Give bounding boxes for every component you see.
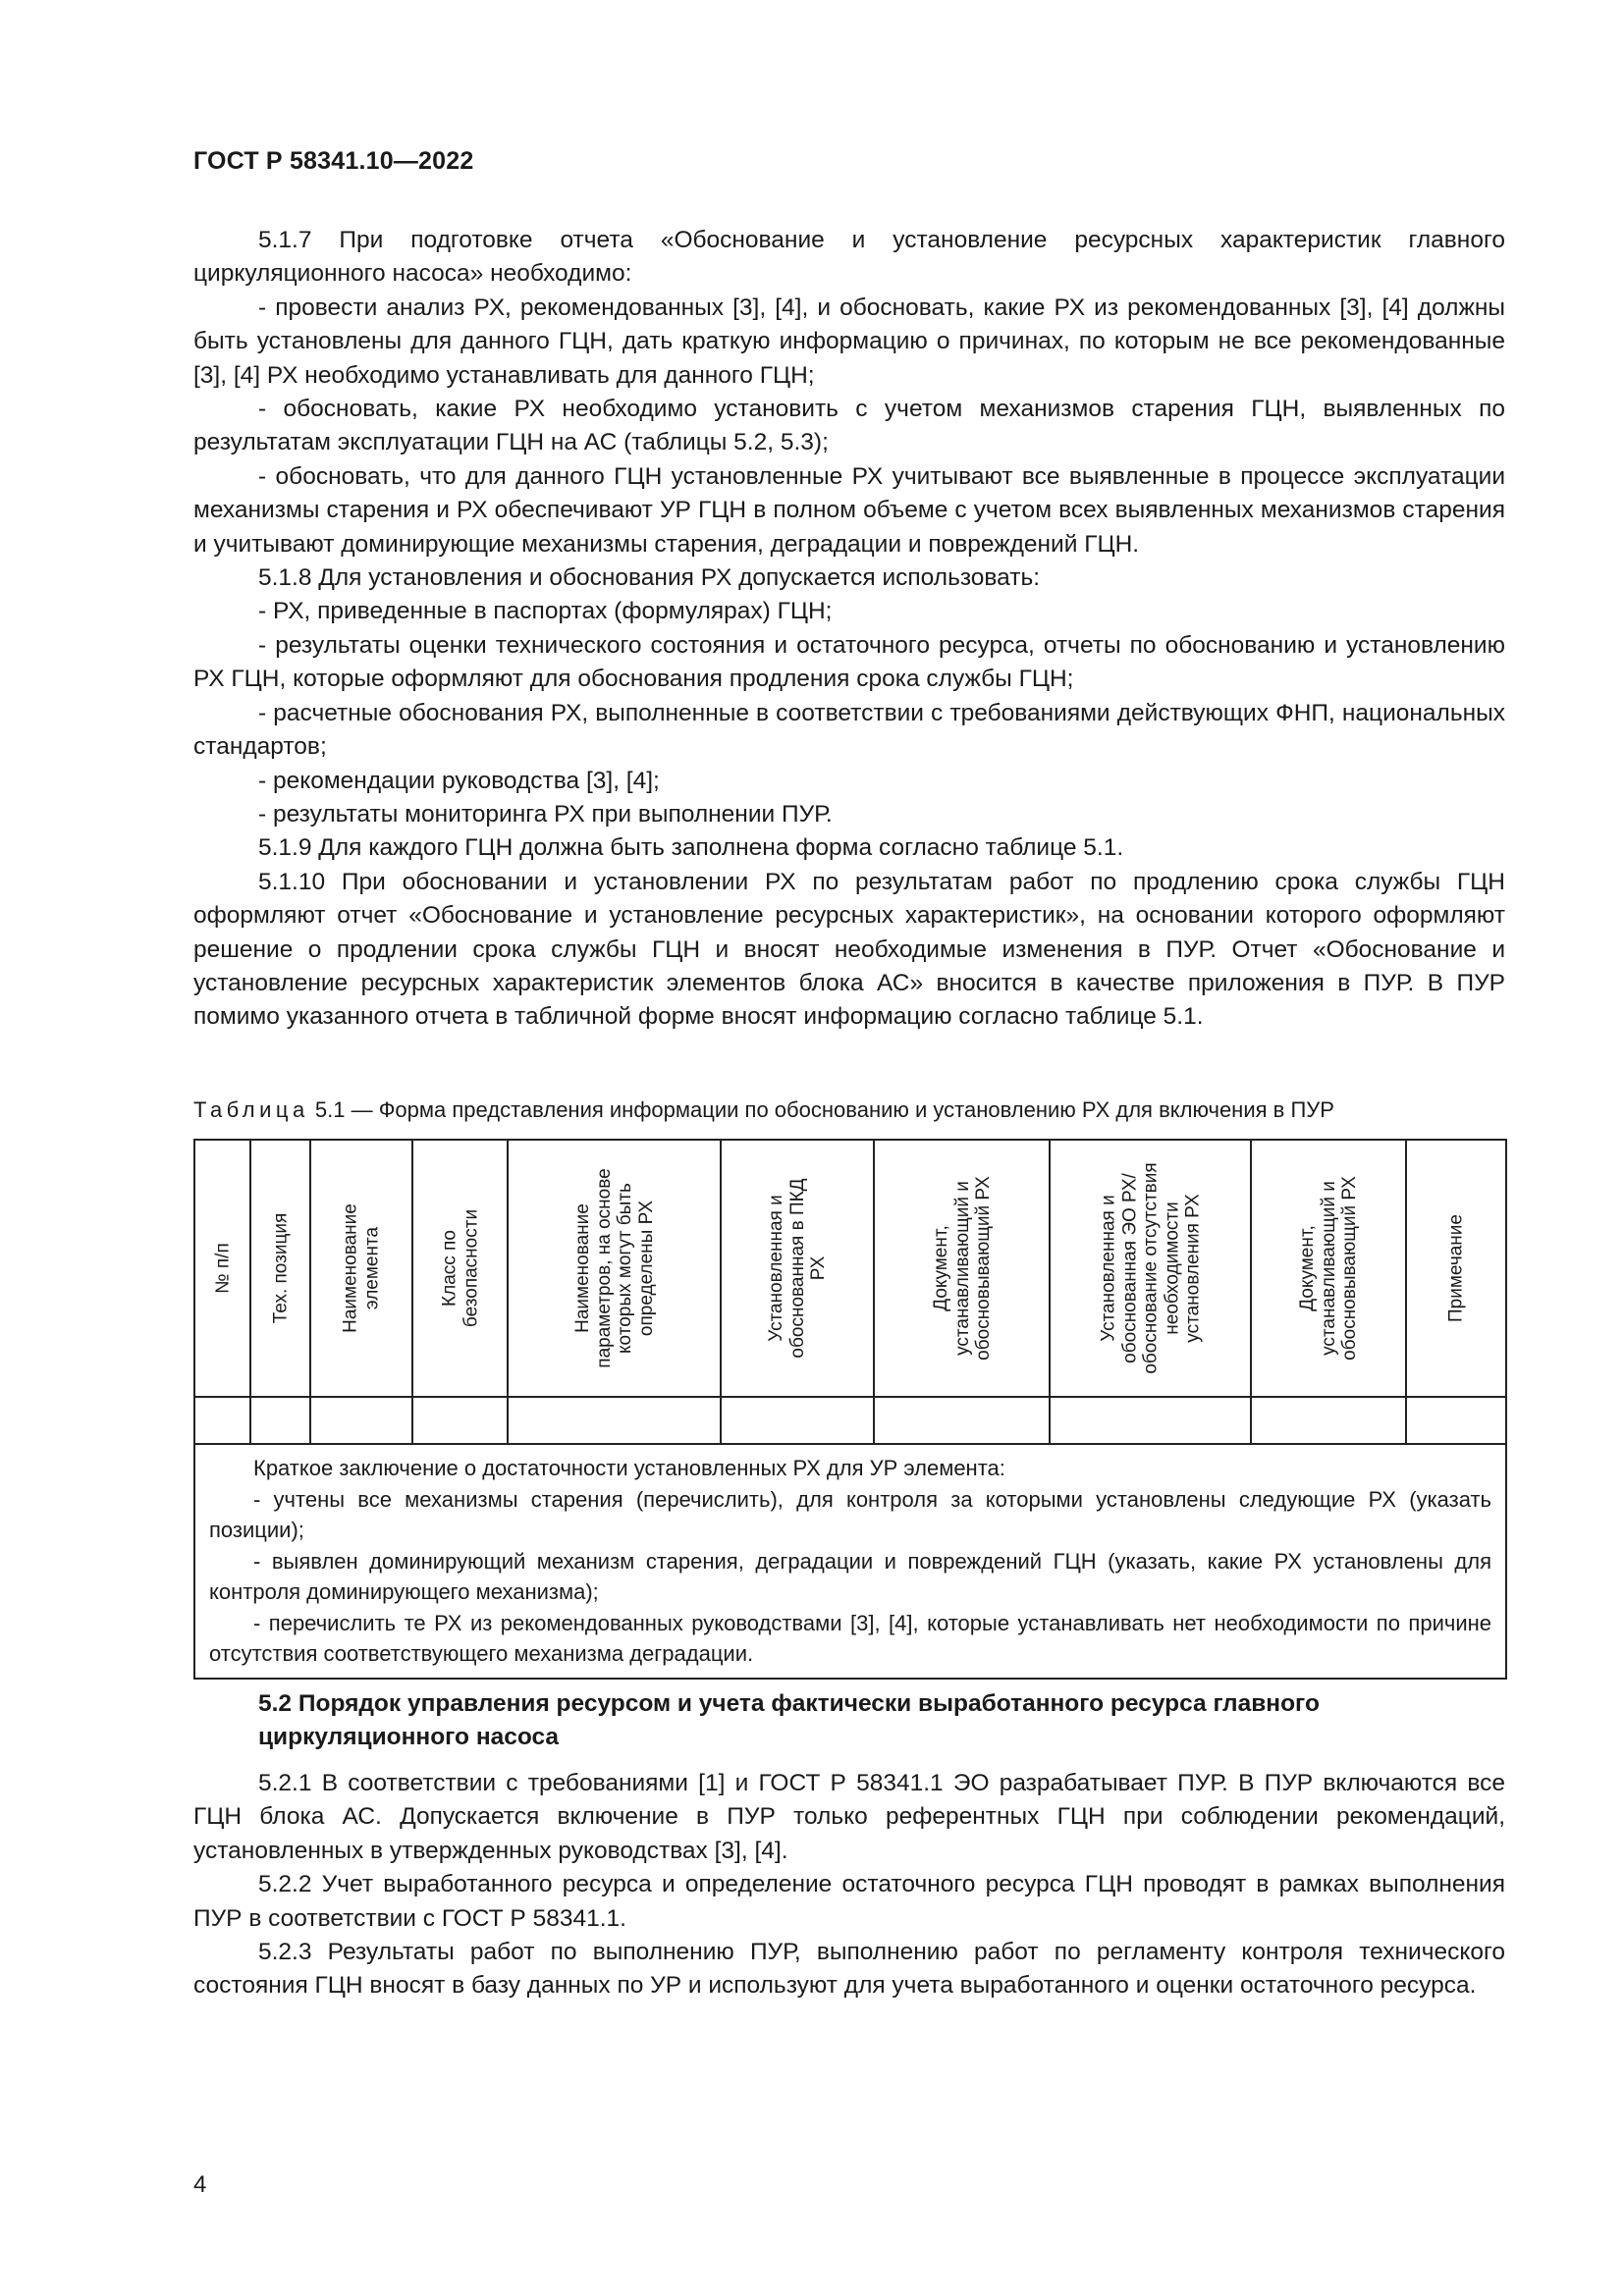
form-table	[193, 1139, 1507, 1680]
conclusion-line: - учтены все механизмы старения (перечислить), для контроля за которыми установлены следующие РХ (указать позиции);	[209, 1486, 1491, 1542]
table-cell	[1406, 1397, 1506, 1444]
paragraph: 5.1.10 При обосновании и установлении РХ по результатам работ по продлению срока службы ГЦН оформляют отчет «Обоснование и установление ресурсных характеристик», на основании которого оформляют решение о продлении срока службы ГЦН и вносят необходимые изменения в ПУР. Отчет «Обоснование и установление ресурсных характеристик элементов блока АС» вносится в качестве приложения в ПУР. В ПУР помимо указанного отчета в табличной форме вносят информацию согласно таблице 5.1.	[193, 868, 1505, 1031]
table-cell	[721, 1397, 874, 1444]
section-heading: 5.2 Порядок управления ресурсом и учета фактически выработанного ресурса главного циркуляционного насоса	[258, 1690, 1320, 1750]
column-header: Наименование параметров, на основе которых могут быть определены РХ	[508, 1140, 721, 1397]
column-header: Класс по безопасности	[412, 1140, 508, 1397]
paragraph: 5.1.7 При подготовке отчета «Обоснование и установление ресурсных характеристик главного циркуляционного насоса» необходимо:	[193, 227, 1505, 288]
paragraph: 5.2.1 В соответствии с требованиями [1] и ГОСТ Р 58341.1 ЭО разрабатывает ПУР. В ПУР включаются все ГЦН блока АС. Допускается включение в ПУР только референтных ГЦН при соблюдении рекомендаций, установленных в утвержденных руководствах [3], [4].	[193, 1770, 1505, 1864]
paragraph: - РХ, приведенные в паспортах (формулярах) ГЦН;	[258, 598, 833, 625]
paragraph: - расчетные обоснования РХ, выполненные в соответствии с требованиями действующих ФНП, национальных стандартов;	[193, 699, 1505, 761]
paragraph: - провести анализ РХ, рекомендованных [3], [4], и обосновать, какие РХ из рекомендованных [3], [4] должны быть установлены для данного ГЦН, дать краткую информацию о причинах, по которым не все рекомендованные [3], [4] РХ необходимо устанавливать для данного ГЦН;	[193, 294, 1505, 389]
paragraph: - результаты оценки технического состояния и остаточного ресурса, отчеты по обоснованию и установлению РХ ГЦН, которые оформляют для обоснования продления срока службы ГЦН;	[193, 631, 1505, 693]
table-cell	[508, 1397, 721, 1444]
table-cell	[194, 1397, 250, 1444]
table-caption-label: Таблица	[193, 1097, 309, 1122]
paragraph: 5.2.2 Учет выработанного ресурса и определение остаточного ресурса ГЦН проводят в рамках выполнения ПУР в соответствии с ГОСТ Р 58341.1.	[193, 1871, 1505, 1932]
column-header: Тех. позиция	[250, 1140, 310, 1397]
table-cell	[1251, 1397, 1406, 1444]
paragraph: 5.1.8 Для установления и обоснования РХ допускается использовать:	[258, 564, 1041, 592]
paragraph: 5.1.9 Для каждого ГЦН должна быть заполнена форма согласно таблице 5.1.	[258, 834, 1124, 862]
table-empty-row	[194, 1397, 1506, 1444]
table-cell	[412, 1397, 508, 1444]
paragraph: - результаты мониторинга РХ при выполнении ПУР.	[258, 800, 833, 828]
paragraph: 5.2.3 Результаты работ по выполнению ПУР, выполнению работ по регламенту контроля технического состояния ГЦН вносят в базу данных по УР и используют для учета выработанного и оценки остаточного ресурса.	[193, 1939, 1505, 2000]
document-page	[193, 0, 1505, 2296]
page-number: 4	[193, 2171, 207, 2198]
conclusion-line: - перечислить те РХ из рекомендованных руководствами [3], [4], которые устанавливать нет необходимости по причине отсутствия соответствующего механизма деградации.	[209, 1610, 1491, 1666]
column-header: № п/п	[194, 1140, 250, 1397]
conclusion-cell	[194, 1444, 1506, 1679]
table-caption	[193, 1097, 1505, 1123]
paragraph: - обосновать, что для данного ГЦН установленные РХ учитывают все выявленные в процессе эксплуатации механизмы старения и РХ обеспечивают УР ГЦН в полном объеме с учетом всех выявленных механизмов старения и учитывают доминирующие механизмы старения, деградации и повреждений ГЦН.	[193, 462, 1505, 558]
paragraph: - рекомендации руководства [3], [4];	[258, 767, 660, 794]
column-header: Установленная и обоснованная ЭО РХ/обоснование отсутствия необходимости установления РХ	[1050, 1140, 1251, 1397]
table-cell	[1050, 1397, 1251, 1444]
paragraph: - обосновать, какие РХ необходимо установить с учетом механизмов старения ГЦН, выявленных по результатам эксплуатации ГЦН на АС (таблицы 5.2, 5.3);	[193, 396, 1505, 456]
standard-designation: ГОСТ Р 58341.10—2022	[193, 147, 474, 175]
table-caption-text: 5.1 — Форма представления информации по обоснованию и установлению РХ для включения в ПУР	[314, 1097, 1334, 1122]
body-text-top	[193, 224, 1505, 1035]
column-header: Установленная и обоснованная в ПКД РХ	[721, 1140, 874, 1397]
table-conclusion-row	[194, 1444, 1506, 1679]
column-header: Документ, устанавливающий и обосновывающий РХ	[874, 1140, 1050, 1397]
table-cell	[874, 1397, 1050, 1444]
column-header: Документ, устанавливающий и обосновывающий РХ	[1251, 1140, 1406, 1397]
table-cell	[310, 1397, 412, 1444]
conclusion-line: Краткое заключение о достаточности установленных РХ для УР элемента:	[253, 1456, 1005, 1480]
table-header-row	[194, 1140, 1506, 1397]
column-header: Примечание	[1406, 1140, 1506, 1397]
column-header: Наименование элемента	[310, 1140, 412, 1397]
conclusion-line: - выявлен доминирующий механизм старения, деградации и повреждений ГЦН (указать, какие РХ установлены для контроля доминирующего механизма);	[209, 1548, 1491, 1604]
table-cell	[250, 1397, 310, 1444]
body-text-bottom	[193, 1767, 1505, 2003]
